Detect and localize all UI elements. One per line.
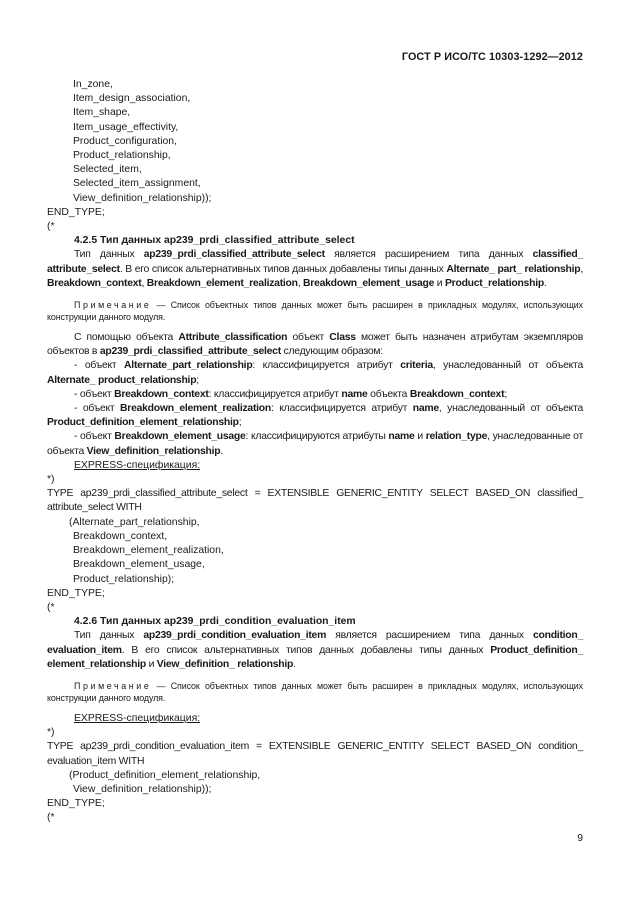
note-label: Примечание <box>74 300 152 311</box>
select-list-item: Item_design_association, <box>73 93 191 105</box>
text: , <box>297 277 304 289</box>
standard-header: ГОСТ Р ИСО/ТС 10303-1292—2012 <box>401 51 583 63</box>
term: Alternate_ product_relationship <box>47 374 197 386</box>
text: объекта <box>367 388 410 400</box>
with-list-item: View_definition_relationship)); <box>73 783 212 795</box>
express-spec-label-2 <box>47 712 583 726</box>
comment-close: *) <box>47 474 55 486</box>
select-list-item: In_zone, <box>73 79 113 90</box>
text: . <box>543 277 547 289</box>
text: : классифицируется атрибут <box>208 388 342 400</box>
section-4-2-5-note <box>47 299 583 323</box>
text: Тип данных <box>74 249 144 261</box>
term: ap239_prdi_classified_attribute_select <box>99 346 281 358</box>
term: name <box>388 431 415 443</box>
term: Breakdown_element_realization <box>146 277 298 289</box>
term: Breakdown_context <box>114 388 209 400</box>
term: View_definition_relationship <box>86 445 221 457</box>
page-number: 9 <box>577 833 583 844</box>
select-list-item: Product_relationship, <box>73 150 171 162</box>
end-type: END_TYPE; <box>47 206 105 218</box>
text: . <box>293 658 296 670</box>
with-list-item: Breakdown_element_realization, <box>73 545 224 557</box>
term: Breakdown_context <box>47 277 142 289</box>
text: и <box>414 431 426 443</box>
term: Breakdown_context <box>409 388 505 400</box>
text: , унаследованный от объекта <box>432 360 583 372</box>
classification-bullet <box>47 388 583 402</box>
term: classified_ attribute_select <box>47 249 584 275</box>
text: следующим образом: <box>280 346 383 358</box>
express-spec-label-1 <box>47 459 583 473</box>
select-list-item: Item_shape, <box>73 107 131 119</box>
with-list <box>47 516 583 587</box>
with-list-item: (Alternate_part_relationship, <box>69 516 200 528</box>
text: может быть назначен атрибутам экземпляров объектов в <box>47 332 583 358</box>
text: . <box>220 445 223 457</box>
page-content <box>47 78 583 826</box>
text: : классифицируются атрибуты <box>245 431 389 443</box>
text: , унаследованный от объекта <box>438 403 583 415</box>
term: Product_definition_element_relationship <box>47 417 239 429</box>
with-list <box>47 769 583 797</box>
term: View_definition_ relationship <box>156 658 294 670</box>
section-4-2-5-intro <box>47 248 583 291</box>
section-4-2-6-intro <box>47 629 583 672</box>
express-label: EXPRESS-спецификация: <box>74 712 201 724</box>
term: Alternate_ part_ relationship <box>446 263 581 275</box>
text: и <box>434 277 445 289</box>
classification-paragraph <box>47 331 583 359</box>
select-list-item: Product_configuration, <box>73 135 177 147</box>
term: Breakdown_element_realization <box>120 403 272 415</box>
note-label: Примечание <box>74 680 152 691</box>
term: relation_type <box>425 431 488 443</box>
term: ap239_prdi_classified_attribute_select <box>143 249 325 261</box>
text: ; <box>504 388 507 400</box>
text: - объект <box>74 360 125 372</box>
term: criteria <box>400 360 433 372</box>
text: - объект <box>74 431 115 443</box>
term: Attribute_classification <box>178 332 288 344</box>
term: ap239_prdi_condition_evaluation_item <box>143 630 327 642</box>
section-4-2-6-note <box>47 680 583 704</box>
term: Class <box>329 332 356 344</box>
select-list-item: Item_usage_effectivity, <box>73 121 179 133</box>
text: , <box>141 277 147 289</box>
text: и <box>145 658 157 670</box>
note-text: — Список объектных типов данных может быть расширен в прикладных модулях, использующих конструкции данного модуля. <box>47 680 583 703</box>
text: , унаследованные от объекта <box>47 431 583 457</box>
type-declaration: TYPE ap239_prdi_condition_evaluation_item = EXTENSIBLE GENERIC_ENTITY SELECT BASED_ON condition_ evaluation_item WITH <box>47 741 583 767</box>
text: С помощью объекта <box>74 332 179 344</box>
with-list-item: (Product_definition_element_relationship, <box>69 769 261 781</box>
end-type: END_TYPE; <box>47 587 105 599</box>
type-declaration: TYPE ap239_prdi_classified_attribute_select = EXTENSIBLE GENERIC_ENTITY SELECT BASED_ON classified_ attribute_select WITH <box>47 488 583 514</box>
text: объект <box>287 332 330 344</box>
term: Product_definition_ element_relationship <box>47 644 583 670</box>
text: ; <box>196 374 199 386</box>
with-list-item: Breakdown_element_usage, <box>73 559 205 571</box>
text: . В его список альтернативных типов данных добавлены типы данных <box>121 644 491 656</box>
text: , <box>580 263 583 275</box>
express-label: EXPRESS-спецификация: <box>74 459 201 471</box>
select-list-item: View_definition_relationship)); <box>73 192 212 204</box>
select-list-item: Selected_item, <box>73 164 142 176</box>
text: ; <box>238 417 242 429</box>
end-type: END_TYPE; <box>47 798 105 810</box>
term: Alternate_part_relationship <box>124 360 253 372</box>
section-heading-4-2-5: 4.2.5 Тип данных ap239_prdi_classified_attribute_select <box>74 235 355 247</box>
term: condition_ evaluation_item <box>47 630 584 656</box>
text: - объект <box>74 403 121 415</box>
classification-bullet <box>47 359 583 387</box>
term: Breakdown_element_usage <box>114 431 246 443</box>
with-list-item: Product_relationship); <box>73 573 175 585</box>
term: name <box>341 388 368 400</box>
continued-select-list <box>47 78 583 234</box>
text: : классифицируется атрибут <box>271 403 413 415</box>
term: Breakdown_element_usage <box>303 277 435 289</box>
with-list-item: Breakdown_context, <box>73 530 168 542</box>
section-heading-4-2-6: 4.2.6 Тип данных ap239_prdi_condition_evaluation_item <box>74 616 356 628</box>
comment-open: (* <box>47 812 55 824</box>
text: : классифицируется атрибут <box>252 360 401 372</box>
term: name <box>412 403 439 415</box>
classification-bullet <box>47 430 583 458</box>
text: . В его список альтернативных типов данных добавлены типы данных <box>119 263 447 275</box>
comment-open: (* <box>47 601 55 613</box>
term: Product_relationship <box>445 277 544 289</box>
text: - объект <box>74 388 115 400</box>
select-list-item: Selected_item_assignment, <box>73 178 201 190</box>
note-text: — Список объектных типов данных может быть расширен в прикладных модулях, использующих конструкции данного модуля. <box>47 300 583 323</box>
text: является расширением типа данных <box>324 249 533 261</box>
comment-open: (* <box>47 221 55 233</box>
text: Тип данных <box>74 630 144 642</box>
comment-close: *) <box>47 727 55 739</box>
classification-bullet <box>47 402 583 430</box>
text: является расширением типа данных <box>326 630 533 642</box>
